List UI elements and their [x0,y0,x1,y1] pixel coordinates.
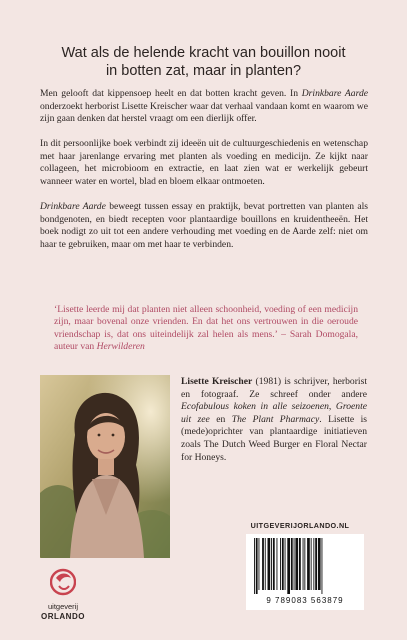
paragraph-3-text: beweegt tussen essay en praktijk, bevat portretten van planten als bondgenoten, en biedt recepten voor plantaardige bouillons en kruidentheeën. Het boek nodigt zo uit tot een andere verhouding met voeding en de Aarde zelf: niet om haar te gebruiken, maar om met haar te verbinden. [40,201,368,250]
bio-title-3: The Plant Pharmacy [231,413,320,425]
paragraph-1-text-b: onderzoekt herborist Lisette Kreischer waar dat verhaal vandaan komt en waarom we zijn gaan denken dat herstel vraagt om een dierlijk offer. [40,100,368,125]
barcode-bar [254,538,255,594]
publisher-logo [28,568,98,636]
book-title-italic-2: Drinkbare Aarde [40,201,106,213]
bio-text-b: , [328,401,336,413]
bio-text-d: . Lisette is (mede)oprichter van plantaardige initiatieven zoals The Dutch Weed Burger en Floral Nectar for Honeys. [181,413,368,463]
barcode-bar [299,538,301,590]
bio-title-2: Groente uit zee [181,401,368,425]
barcode-bar [268,538,271,590]
quote-source-title: Herwilderen [96,341,145,353]
publisher-name-line-2: ORLANDO [41,612,85,621]
quote-text: ‘Lisette leerde mij dat planten niet alleen schoonheid, voeding of een medicijn zijn, maar bovenal onze vrienden. En dat het ons vertrouwen in die oeroude vriendschap is, dat ons uiteindelijk zal helen als mens.’ [54,304,358,340]
blurb [40,88,368,264]
endorsement-quote [54,304,358,354]
barcode-bar [304,538,305,590]
barcode-bar [322,538,323,594]
isbn-number: 9 789083 563879 [266,596,344,605]
barcode-bar [259,538,260,590]
barcode-bars [246,534,364,594]
headline-line-1: Wat als de helende kracht van bouillon nooit [61,45,346,61]
barcode-bar [282,538,284,590]
barcode-bar [265,538,266,590]
publisher-name-line-1: uitgeverij [47,602,78,611]
bio-title-1: Ecofabulous koken in alle seizoenen [181,401,329,413]
paragraph-2: In dit persoonlijke boek verbindt zij ideeën uit de cultuurgeschiedenis en wetenschap met haar jarenlange ervaring met planten als voeding en medicijn. Ze kijkt naar collageen, het microbioom en extractie, en laat zien wat er werkelijk gebeurt wanneer water en wortel, blad en bloem elkaar ontmoeten. [40,138,368,188]
author-bio [181,376,367,464]
headline [40,44,367,80]
barcode-bar [291,538,293,590]
bio-text-a: (1981) is schrijver, herborist en fotograaf. Ze schreef onder andere [181,376,367,400]
barcode-bar [271,538,272,590]
barcode-bar [262,538,264,590]
headline-line-2: in botten zat, maar in planten? [105,63,302,79]
paragraph-3 [40,201,368,251]
barcode-bar [285,538,286,590]
barcode-bar [287,538,290,594]
barcode-bar [313,538,314,590]
quote-source: – Sarah Domogala, auteur van [54,328,358,353]
author-portrait-image [40,375,170,558]
bio-text-c: en [209,413,232,425]
isbn-barcode [246,534,364,610]
barcode-bar [256,538,258,594]
barcode-bar [315,538,317,590]
paragraph-1 [40,88,368,126]
bird-logo-icon [50,568,76,598]
author-name: Lisette Kreischer [181,376,253,387]
barcode-bar [295,538,298,590]
book-title-italic: Drinkbare Aarde [301,88,368,99]
barcode-bar [318,538,321,590]
publisher-website[interactable]: UITGEVERIJORLANDO.NL [250,521,350,530]
paragraph-1-text-a: Men gelooft dat kippensoep heelt en dat botten kracht geven. In [40,88,302,99]
barcode-bar [280,538,281,590]
barcode-bar [273,538,275,590]
barcode-bar [311,538,312,590]
barcode-bar [277,538,278,590]
author-photo [40,375,170,558]
barcode-bar [307,538,310,590]
barcode-bar [303,538,304,590]
barcode-bar [294,538,295,590]
